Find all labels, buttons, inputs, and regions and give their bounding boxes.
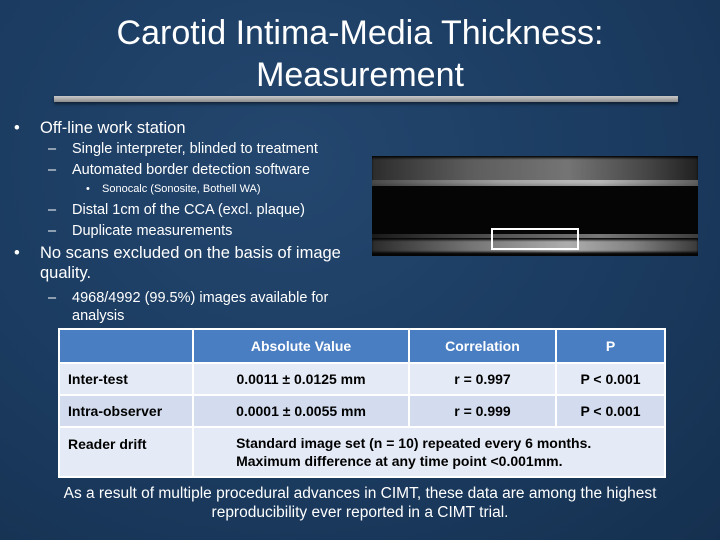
- bullet-item: [14, 243, 364, 283]
- dash-icon: –: [48, 141, 57, 157]
- table-row: [59, 395, 665, 427]
- sub-bullet-item: [14, 222, 364, 240]
- sub-bullet-text: Distal 1cm of the CCA (excl. plaque): [72, 202, 305, 218]
- row-label: Intra-observer: [59, 395, 193, 427]
- table-header-row: [59, 329, 665, 363]
- dash-icon: –: [48, 202, 57, 218]
- reader-drift-cell: [193, 427, 665, 477]
- sub-bullet-text: 4968/4992 (99.5%) images available for analysis: [72, 290, 329, 324]
- row-label: Reader drift: [59, 427, 193, 477]
- table-header-cell: P: [556, 329, 665, 363]
- reproducibility-table: [58, 328, 666, 478]
- measurement-region-box: [491, 228, 579, 250]
- sub-sub-bullet-item: [14, 182, 364, 197]
- reader-drift-line-2: Maximum difference at any time point <0.001mm.: [236, 453, 563, 469]
- dash-icon: –: [48, 162, 57, 178]
- reader-drift-line-1: Standard image set (n = 10) repeated every 6 months.: [236, 435, 592, 451]
- bullet-list: [14, 118, 364, 328]
- sub-bullet-text: Single interpreter, blinded to treatment: [72, 141, 318, 157]
- correlation-cell: r = 0.999: [409, 395, 556, 427]
- table-header-cell: Absolute Value: [193, 329, 409, 363]
- bullet-item: [14, 118, 364, 138]
- sub-bullet-text: Duplicate measurements: [72, 223, 233, 239]
- table-header-cell: [59, 329, 193, 363]
- sub-sub-bullet-text: Sonocalc (Sonosite, Bothell WA): [102, 183, 261, 195]
- dash-icon: –: [48, 223, 57, 239]
- bullet-text: No scans excluded on the basis of image quality.: [40, 244, 341, 282]
- bullet-dot-icon: •: [14, 244, 20, 262]
- ultrasound-image: [372, 156, 698, 256]
- table-row: [59, 363, 665, 395]
- sub-bullet-item: [14, 289, 364, 325]
- title-line-1: Carotid Intima-Media Thickness:: [116, 14, 604, 52]
- bullet-dot-icon: •: [14, 119, 20, 137]
- bullet-text: Off-line work station: [40, 119, 186, 137]
- title-line-2: Measurement: [256, 56, 464, 94]
- dash-icon: –: [48, 290, 57, 306]
- p-value-cell: P < 0.001: [556, 395, 665, 427]
- sub-bullet-item: [14, 161, 364, 179]
- sub-bullet-item: [14, 140, 364, 158]
- sub-bullet-item: [14, 201, 364, 219]
- footer-note: As a result of multiple procedural advances in CIMT, these data are among the highest reproducibility ever reported in a CIMT trial.: [63, 485, 657, 521]
- p-value-cell: P < 0.001: [556, 363, 665, 395]
- table-row: [59, 427, 665, 477]
- slide-title: [40, 12, 680, 96]
- sub-bullet-text: Automated border detection software: [72, 162, 310, 178]
- absolute-value-cell: 0.0001 ± 0.0055 mm: [193, 395, 409, 427]
- correlation-cell: r = 0.997: [409, 363, 556, 395]
- row-label: Inter-test: [59, 363, 193, 395]
- bullet-dot-icon: •: [86, 183, 90, 195]
- title-divider: [54, 96, 678, 102]
- absolute-value-cell: 0.0011 ± 0.0125 mm: [193, 363, 409, 395]
- table-header-cell: Correlation: [409, 329, 556, 363]
